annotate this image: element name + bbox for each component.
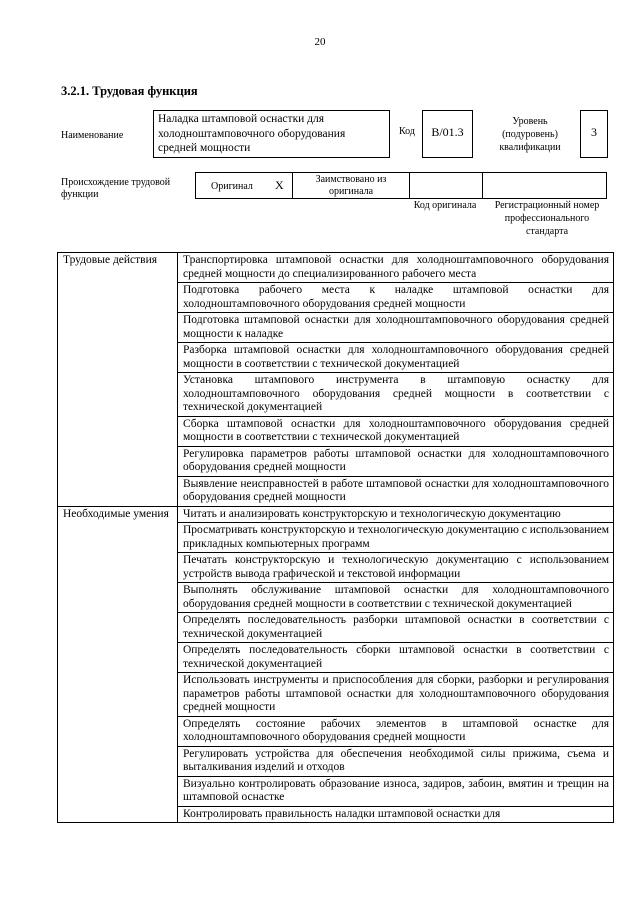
original-mark: X bbox=[275, 178, 284, 192]
page-number: 20 bbox=[314, 36, 326, 48]
origin-divider bbox=[482, 173, 483, 198]
qualification-level-label: Уровень (подуровень) квалификации bbox=[499, 116, 561, 153]
labor-action-item: Подготовка штамповой оснастки для холодноштамповочного оборудования средней мощности к наладке bbox=[178, 313, 614, 343]
skill-item: Определять последовательность сборки штамповой оснастки в соответствии с технической документацией bbox=[178, 643, 614, 673]
skill-item: Просматривать конструкторскую и технологическую документацию с использованием прикладных компьютерных программ bbox=[178, 523, 614, 553]
original-label: Оригинал bbox=[211, 181, 253, 192]
origin-table bbox=[195, 172, 607, 199]
code-original-label: Код оригинала bbox=[413, 200, 477, 211]
labor-action-item: Установка штампового инструмента в штамповую оснастку для холодноштамповочного оборудования средней мощности в соответствии с технической документацией bbox=[178, 373, 614, 417]
skill-row bbox=[58, 506, 614, 523]
page-bottom-edge bbox=[0, 893, 640, 905]
function-name-box: Наладка штамповой оснастки для холодноштамповочного оборудования средней мощности bbox=[153, 110, 390, 158]
qualification-level-box: 3 bbox=[580, 110, 608, 158]
skill-item: Регулировать устройства для обеспечения необходимой силы прижима, съема и выталкивания изделий и отходов bbox=[178, 746, 614, 776]
code-label: Код bbox=[399, 126, 415, 137]
reg-number-label: Регистрационный номер профессионального стандарта bbox=[494, 200, 600, 237]
skill-item: Контролировать правильность наладки штамповой оснастки для bbox=[178, 806, 614, 823]
labor-action-item: Сборка штамповой оснастки для холодноштамповочного оборудования средней мощности в соответствии с технической документацией bbox=[178, 416, 614, 446]
function-code-box: В/01.3 bbox=[422, 110, 473, 158]
skill-item: Определять последовательность разборки штамповой оснастки в соответствии с технической документацией bbox=[178, 613, 614, 643]
name-label: Наименование bbox=[61, 130, 124, 141]
labor-action-item: Выявление неисправностей в работе штамповой оснастки для холодноштамповочного оборудования средней мощности bbox=[178, 476, 614, 506]
labor-action-item: Транспортировка штамповой оснастки для холодноштамповочного оборудования средней мощности до специализированного рабочего места bbox=[178, 253, 614, 283]
labor-action-row bbox=[58, 253, 614, 283]
skill-item: Визуально контролировать образование износа, задиров, забоин, вмятин и трещин на штамповой оснастке bbox=[178, 776, 614, 806]
skill-item: Читать и анализировать конструкторскую и технологическую документацию bbox=[178, 506, 614, 523]
labor-function-table bbox=[57, 252, 614, 823]
labor-action-item: Подготовка рабочего места к наладке штамповой оснастки для холодноштамповочного оборудования средней мощности bbox=[178, 283, 614, 313]
origin-divider bbox=[292, 173, 293, 198]
labor-action-item: Разборка штамповой оснастки для холодноштамповочного оборудования средней мощности в соответствии с технической документацией bbox=[178, 343, 614, 373]
skill-item: Выполнять обслуживание штамповой оснастки для холодноштамповочного оборудования средней мощности в соответствии с технической документацией bbox=[178, 583, 614, 613]
skill-item: Определять состояние рабочих элементов в штамповой оснастке для холодноштамповочного оборудования средней мощности bbox=[178, 716, 614, 746]
section-title: 3.2.1. Трудовая функция bbox=[61, 84, 198, 98]
labor-action-item: Регулировка параметров работы штамповой оснастки для холодноштамповочного оборудования средней мощности bbox=[178, 446, 614, 476]
origin-divider bbox=[409, 173, 410, 198]
borrowed-label: Заимствовано из оригинала bbox=[315, 174, 387, 197]
origin-label: Происхождение трудовой функции bbox=[61, 177, 171, 200]
skill-label: Необходимые умения bbox=[58, 506, 178, 823]
labor-action-label: Трудовые действия bbox=[58, 253, 178, 507]
skill-item: Печатать конструкторскую и технологическую документацию с использованием устройств вывода графической и текстовой информации bbox=[178, 553, 614, 583]
skill-item: Использовать инструменты и приспособления для сборки, разборки и регулирования параметров работы штамповой оснастки для холодноштамповочного оборудования средней мощности bbox=[178, 673, 614, 717]
